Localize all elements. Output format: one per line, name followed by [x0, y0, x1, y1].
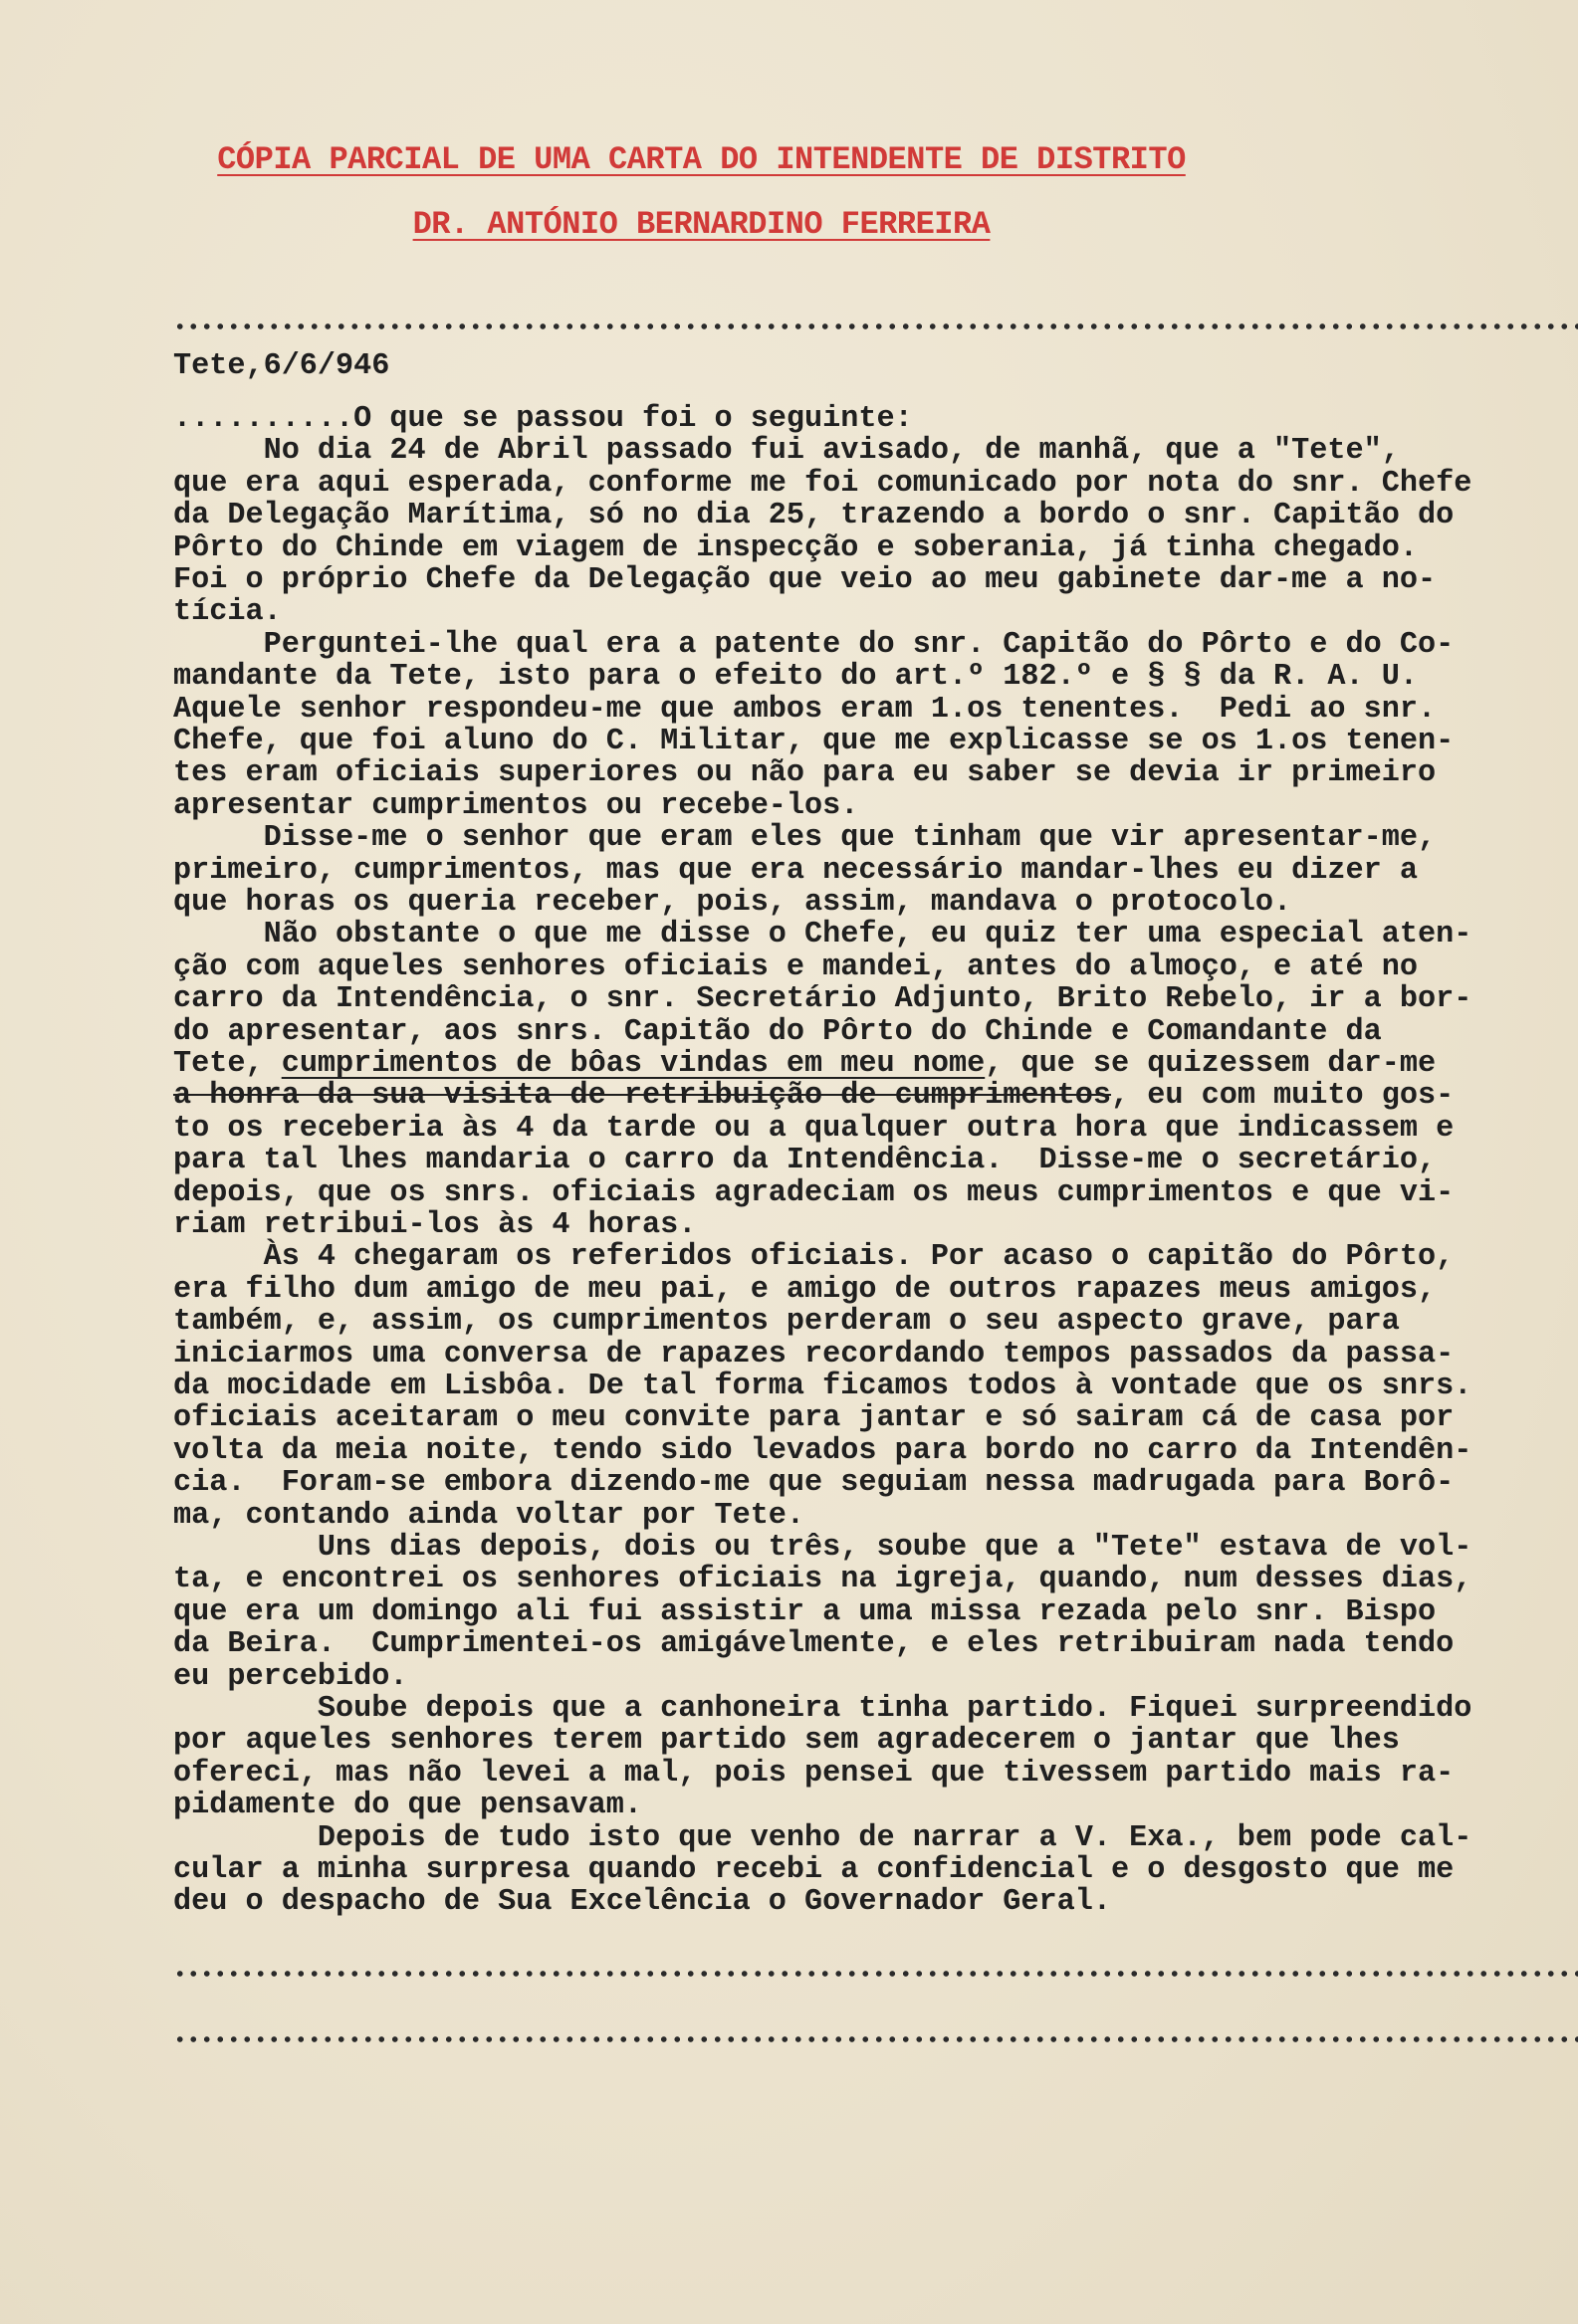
- letter-line: cular a minha surpresa quando recebi a confidencial e o desgosto que me: [173, 1853, 1455, 1887]
- letter-line: a honra da sua visita de retribuição de cumprimentos, eu com muito gos-: [173, 1079, 1455, 1114]
- letter-line: oficiais aceitaram o meu convite para jantar e só sairam cá de casa por: [173, 1401, 1455, 1436]
- letter-line: por aqueles senhores terem partido sem agradecerem o jantar que lhes: [173, 1724, 1400, 1759]
- letter-line: ta, e encontrei os senhores oficiais na igreja, quando, num desses dias,: [173, 1563, 1472, 1597]
- letter-line: ..........O que se passou foi o seguinte:: [173, 402, 913, 436]
- letter-line: eu percebido.: [173, 1659, 408, 1694]
- letter-line: também, e, assim, os cumprimentos perderam o seu aspecto grave, para: [173, 1305, 1400, 1340]
- document-author: DR. ANTÓNIO BERNARDINO FERREIRA: [412, 206, 991, 243]
- letter-line: Uns dias depois, dois ou três, soube que a "Tete" estava de vol-: [173, 1531, 1472, 1565]
- letter-line: riam retribui-los às 4 horas.: [173, 1208, 697, 1242]
- letter-line: ção com aqueles senhores oficiais e mandei, antes do almoço, e até no: [173, 950, 1418, 984]
- letter-line: volta da meia noite, tendo sido levados para bordo no carro da Intendên-: [173, 1433, 1472, 1468]
- struck-phrase: a honra da sua visita de retribuição de cumprimentos: [173, 1079, 1112, 1114]
- document-title: CÓPIA PARCIAL DE UMA CARTA DO INTENDENTE DE DISTRITO: [217, 141, 1186, 178]
- letter-line: Aquele senhor respondeu-me que ambos eram 1.os tenentes. Pedi ao snr.: [173, 692, 1437, 727]
- letter-line: Não obstante o que me disse o Chefe, eu quiz ter uma especial aten-: [173, 918, 1472, 952]
- letter-line: mandante da Tete, isto para o efeito do art.º 182.º e § § da R. A. U.: [173, 660, 1418, 695]
- letter-line: da Beira. Cumprimentei-os amigávelmente, e eles retribuiram nada tendo: [173, 1627, 1455, 1662]
- letter-line: Pôrto do Chinde em viagem de inspecção e soberania, já tinha chegado.: [173, 530, 1418, 565]
- letter-line: ofereci, mas não levei a mal, pois pensei que tivessem partido mais ra-: [173, 1756, 1455, 1791]
- dotted-separator-top: [173, 323, 1578, 329]
- letter-line: cia. Foram-se embora dizendo-me que seguiam nessa madrugada para Borô-: [173, 1466, 1455, 1501]
- letter-line: que horas os queria receber, pois, assim, mandava o protocolo.: [173, 886, 1292, 920]
- dotted-separator-bottom-1: [173, 1971, 1578, 1977]
- letter-line: Perguntei-lhe qual era a patente do snr. Capitão do Pôrto e do Co-: [173, 627, 1455, 662]
- letter-line: da Delegação Marítima, só no dia 25, trazendo a bordo o snr. Capitão do: [173, 499, 1455, 533]
- dotted-separator-bottom-2: [173, 2036, 1578, 2042]
- letter-line: deu o despacho de Sua Excelência o Governador Geral.: [173, 1885, 1112, 1920]
- letter-line: que era aqui esperada, conforme me foi comunicado por nota do snr. Chefe: [173, 466, 1472, 501]
- underlined-phrase: cumprimentos de bôas vindas em meu nome: [281, 1047, 986, 1081]
- letter-line: Soube depois que a canhoneira tinha partido. Fiquei surpreendido: [173, 1692, 1472, 1726]
- letter-line: ma, contando ainda voltar por Tete.: [173, 1498, 805, 1533]
- letter-line: Chefe, que foi aluno do C. Militar, que me explicasse se os 1.os tenen-: [173, 725, 1455, 758]
- letter-line: primeiro, cumprimentos, mas que era necessário mandar-lhes eu dizer a: [173, 853, 1418, 888]
- letter-line: apresentar cumprimentos ou recebe-los.: [173, 788, 859, 823]
- letter-line: pidamente do que pensavam.: [173, 1789, 643, 1823]
- letter-line: para tal lhes mandaria o carro da Intendência. Disse-me o secretário,: [173, 1144, 1437, 1178]
- letter-line: que era um domingo ali fui assistir a uma missa rezada pelo snr. Bispo: [173, 1594, 1437, 1629]
- letter-line: Depois de tudo isto que venho de narrar a V. Exa., bem pode cal-: [173, 1820, 1472, 1855]
- letter-line: Às 4 chegaram os referidos oficiais. Por acaso o capitão do Pôrto,: [173, 1240, 1455, 1275]
- letter-line: to os receberia às 4 da tarde ou a qualquer outra hora que indicassem e: [173, 1111, 1455, 1146]
- letter-line: depois, que os snrs. oficiais agradeciam os meus cumprimentos e que vi-: [173, 1175, 1455, 1210]
- letter-line: era filho dum amigo de meu pai, e amigo de outros rapazes meus amigos,: [173, 1272, 1437, 1307]
- letter-line: iniciarmos uma conversa de rapazes recordando tempos passados da passa-: [173, 1337, 1455, 1372]
- letter-line: do apresentar, aos snrs. Capitão do Pôrto do Chinde e Comandante da: [173, 1014, 1382, 1049]
- letter-line: No dia 24 de Abril passado fui avisado, de manhã, que a "Tete",: [173, 434, 1400, 469]
- letter-line: Foi o próprio Chefe da Delegação que veio ao meu gabinete dar-me a no-: [173, 563, 1437, 597]
- letter-line: tes eram oficiais superiores ou não para eu saber se devia ir primeiro: [173, 756, 1437, 791]
- letter-line: Tete, cumprimentos de bôas vindas em meu nome, que se quizessem dar-me: [173, 1047, 1437, 1081]
- letter-line: da mocidade em Lisbôa. De tal forma ficamos todos à vontade que os snrs.: [173, 1370, 1472, 1403]
- letter-line: Disse-me o senhor que eram eles que tinham que vir apresentar-me,: [173, 821, 1437, 856]
- letter-date: Tete,6/6/946: [173, 349, 390, 383]
- letter-line: carro da Intendência, o snr. Secretário Adjunto, Brito Rebelo, ir a bor-: [173, 982, 1472, 1017]
- letter-line: tícia.: [173, 595, 282, 630]
